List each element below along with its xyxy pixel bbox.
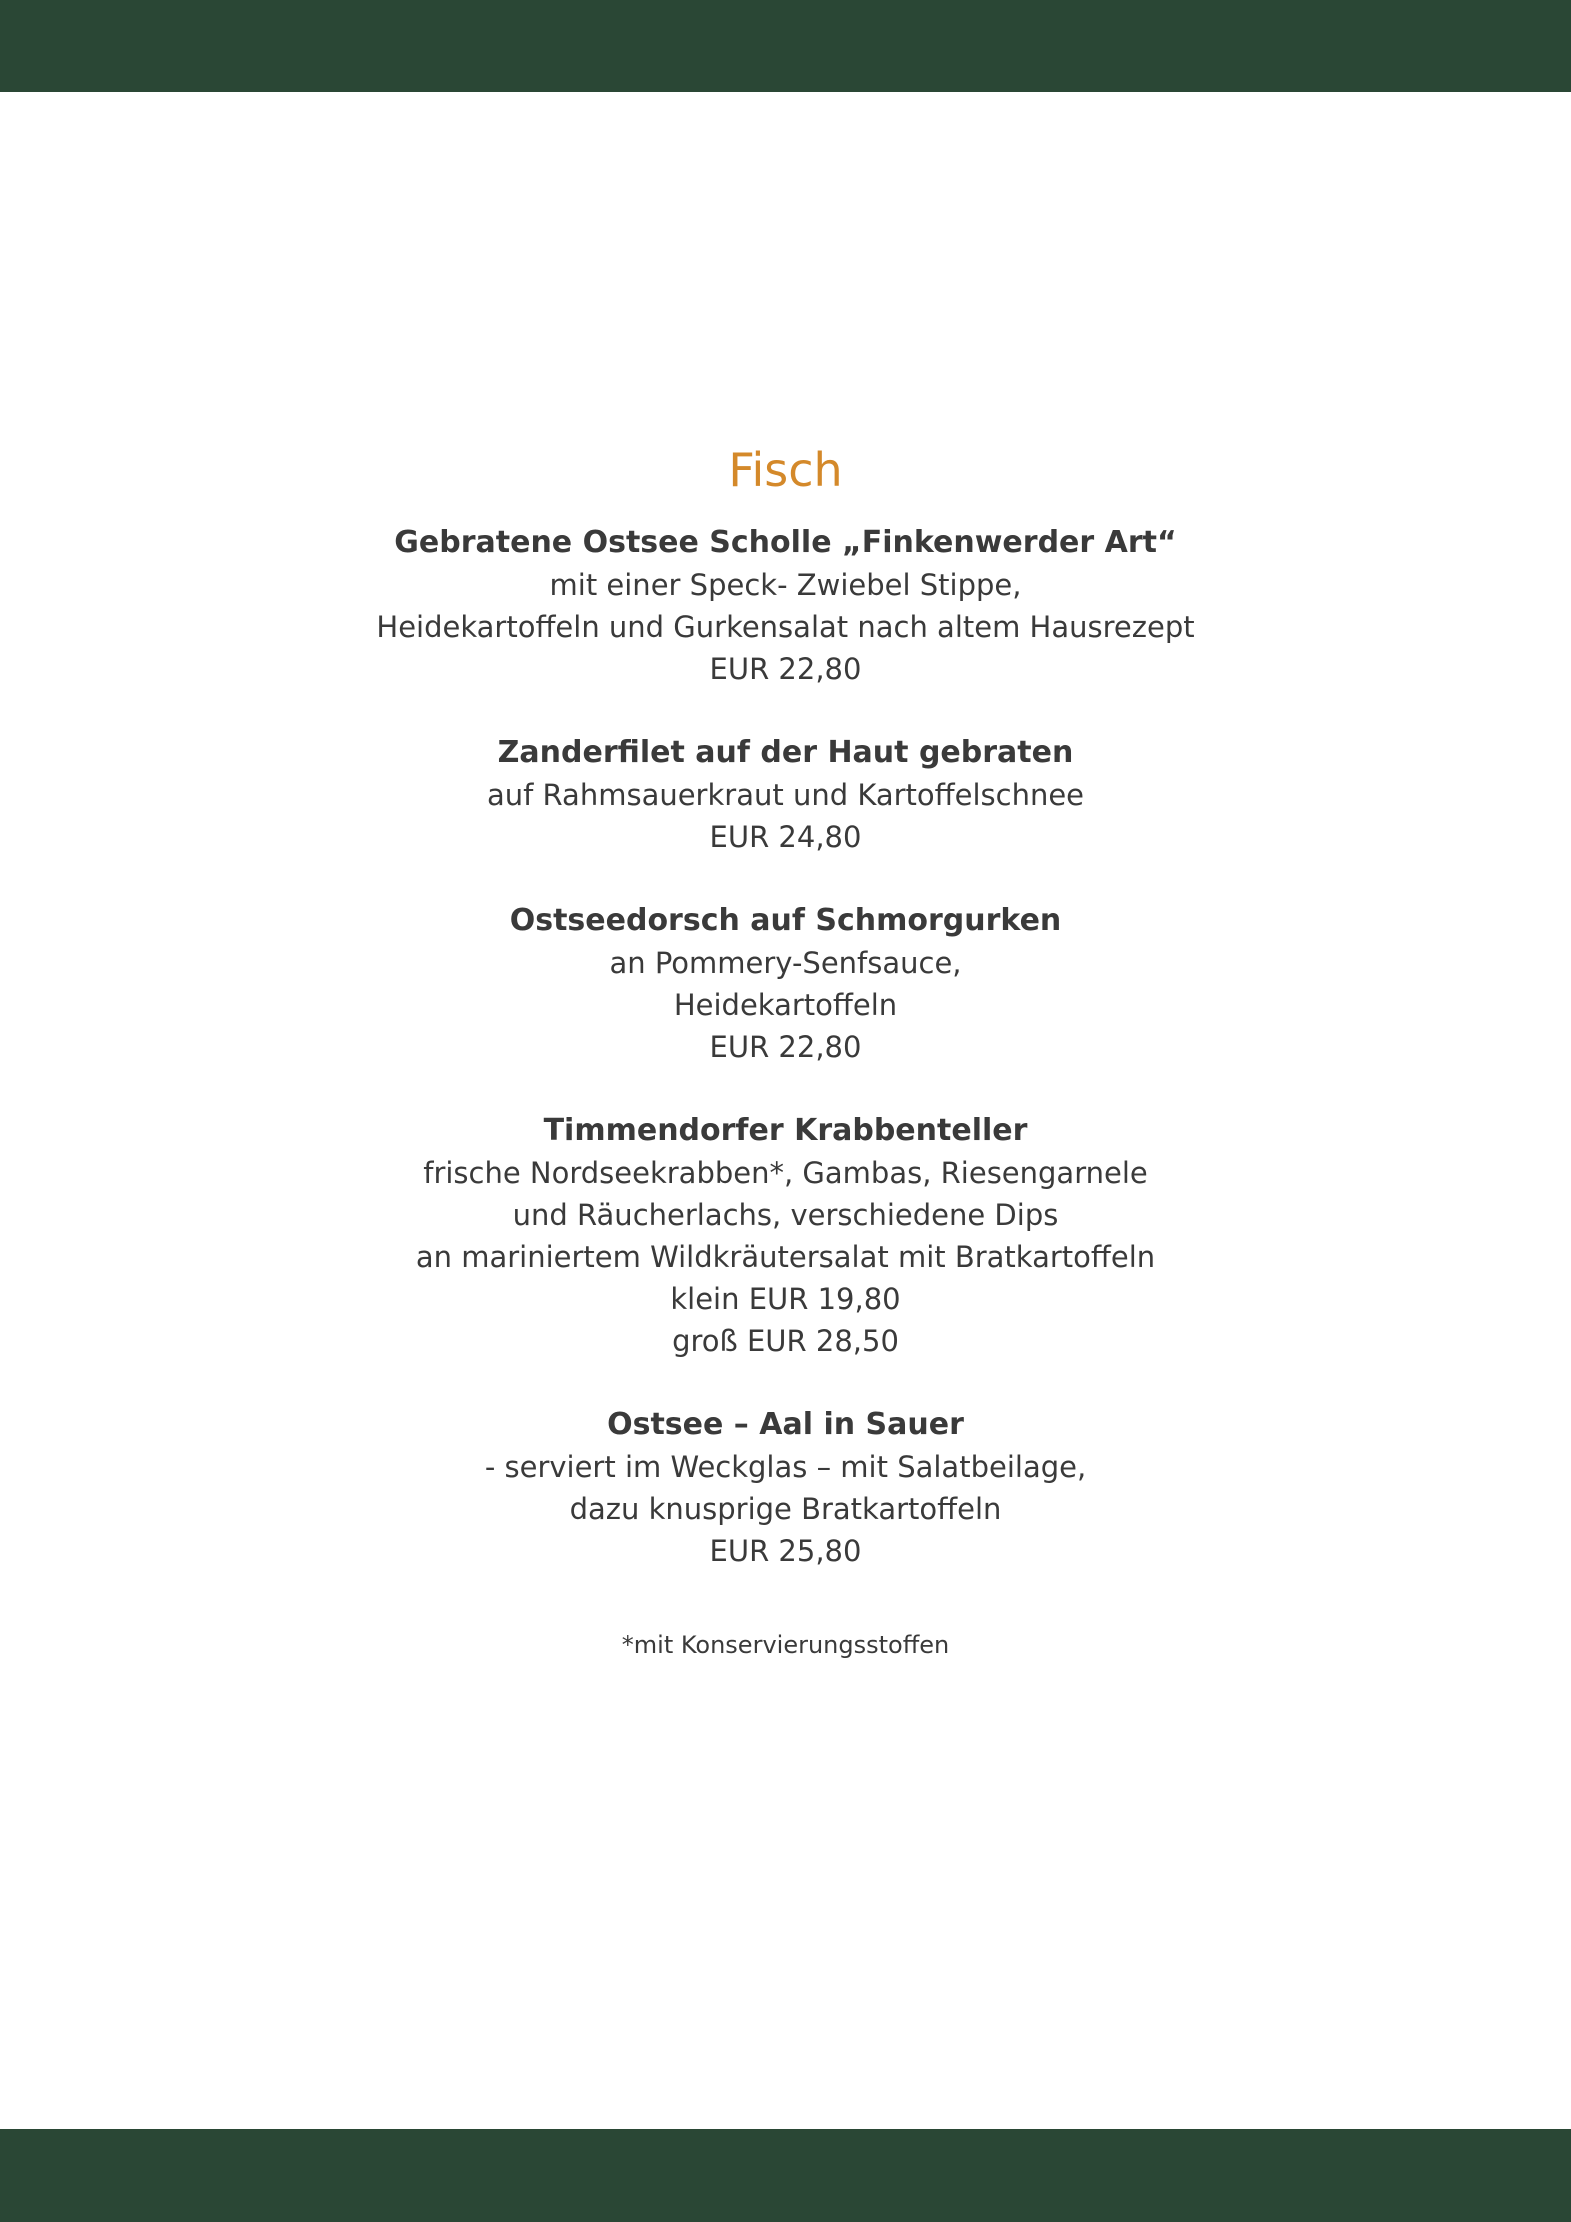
dish-price: groß EUR 28,50	[672, 1324, 899, 1358]
dish-description: - serviert im Weckglas – mit Salatbeilage,	[484, 1450, 1087, 1484]
dish-description: mit einer Speck- Zwiebel Stippe,	[549, 568, 1022, 602]
dish-description: an Pommery-Senfsauce,	[609, 946, 962, 980]
dish-description: an mariniertem Wildkräutersalat mit Bratkartoffeln	[415, 1240, 1156, 1274]
dish-item	[0, 732, 1571, 858]
dish-name: Timmendorfer Krabbenteller	[543, 1113, 1028, 1148]
dish-description: Heidekartoffeln und Gurkensalat nach altem Hausrezept	[376, 610, 1195, 644]
dish-description: frische Nordseekrabben*, Gambas, Riesengarnele	[423, 1156, 1148, 1190]
dish-name: Zanderfilet auf der Haut gebraten	[497, 735, 1074, 770]
dish-price: EUR 25,80	[709, 1534, 862, 1568]
dish-item	[0, 900, 1571, 1068]
dish-description: und Räucherlachs, verschiedene Dips	[512, 1198, 1059, 1232]
dish-item	[0, 1110, 1571, 1362]
dish-price: EUR 22,80	[709, 652, 862, 686]
dish-item	[0, 1404, 1571, 1572]
dish-price: EUR 24,80	[709, 820, 862, 854]
section-title: Fisch	[728, 443, 843, 497]
dish-description: Heidekartoffeln	[673, 988, 898, 1022]
dish-item	[0, 522, 1571, 690]
footer-band	[0, 2129, 1571, 2222]
footnote: *mit Konservierungsstoffen	[621, 1631, 950, 1659]
dish-description: auf Rahmsauerkraut und Kartoffelschnee	[486, 778, 1085, 812]
dish-name: Gebratene Ostsee Scholle „Finkenwerder Art“	[394, 525, 1177, 560]
dish-name: Ostseedorsch auf Schmorgurken	[509, 903, 1062, 938]
dish-price: klein EUR 19,80	[670, 1282, 901, 1316]
dish-name: Ostsee – Aal in Sauer	[607, 1407, 964, 1442]
dish-price: EUR 22,80	[709, 1030, 862, 1064]
dish-description: dazu knusprige Bratkartoffeln	[569, 1492, 1002, 1526]
header-band	[0, 0, 1571, 92]
menu-section	[0, 438, 1571, 1662]
